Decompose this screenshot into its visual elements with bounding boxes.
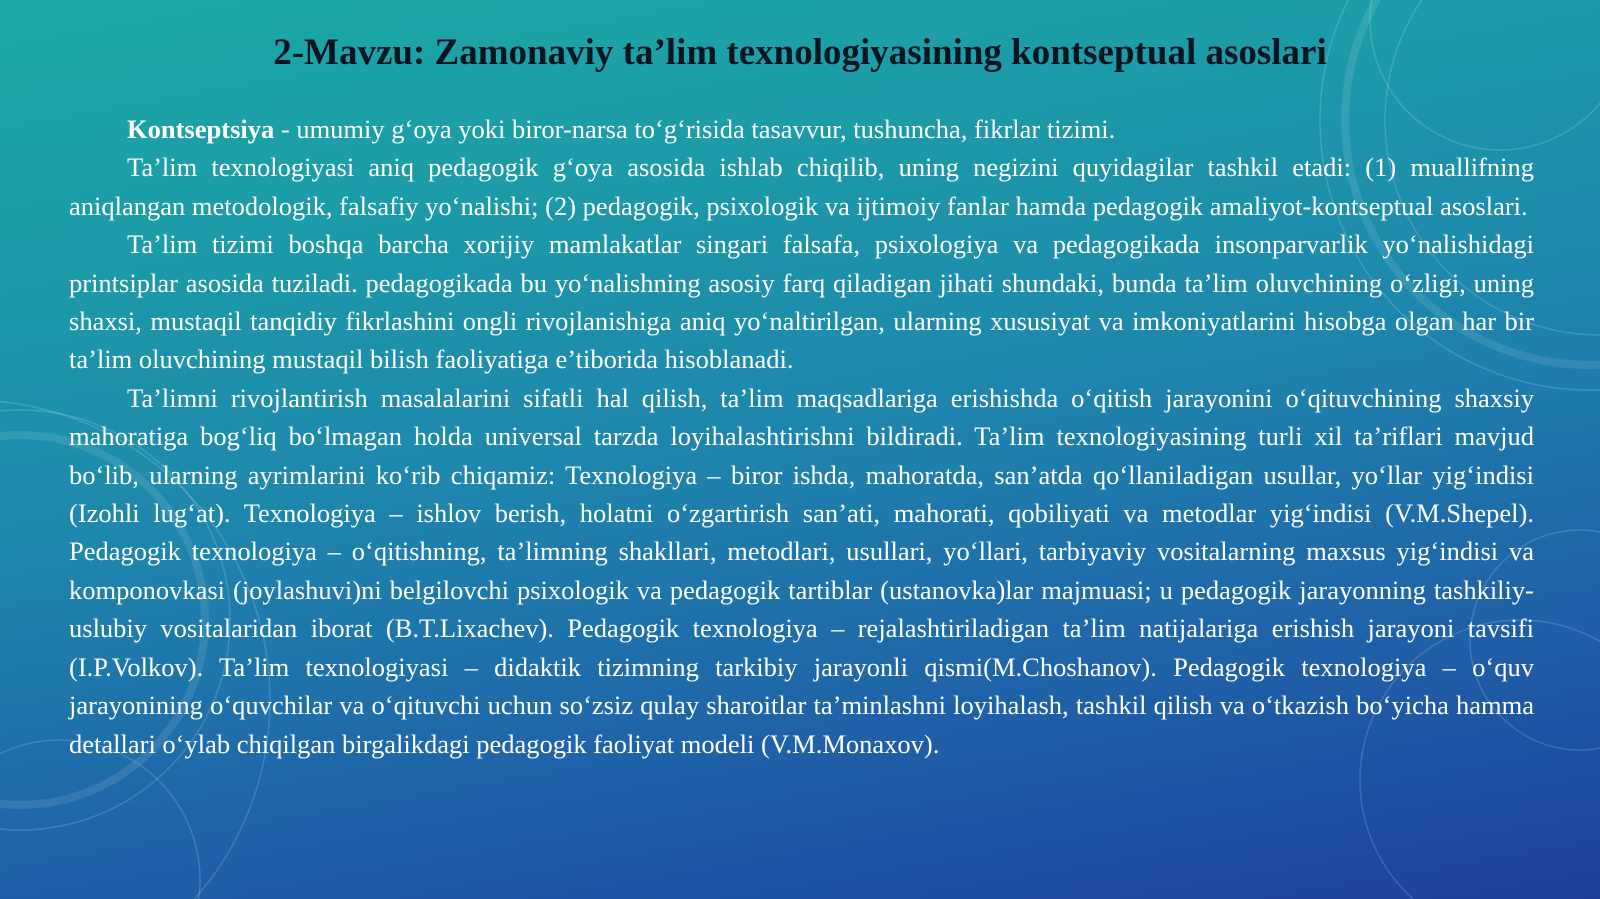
paragraph-talim-texnologiyasi-tariflari: Ta’limni rivojlantirish masalalarini sifatli hal qilish, ta’lim maqsadlariga erishishda o‘qitish jarayonini o‘qituvchining shaxsiy mahoratiga bog‘liq bo‘lmagan holda universal tarzda loyihalashtirishni bildiradi. Ta’lim texnologiyasining turli xil ta’riflari mavjud bo‘lib, ularning ayrimlarini ko‘rib chiqamiz: Texnologiya – biror ishda, mahoratda, san’atda qo‘llaniladigan usullar, yo‘llar yig‘indisi (Izohli lug‘at). Texnologiya – ishlov berish, holatni o‘zgartirish san’ati, mahorati, qobiliyati va metodlar yig‘indisi (V.M.Shepel). Pedagogik texnologiya – o‘qitishning, ta’limning shakllari, metodlari, usullari, yo‘llari, tarbiyaviy vositalarning maxsus yig‘indisi va komponovkasi (joylashuvi)ni belgilovchi psixologik va pedagogik tartiblar (ustanovka)lar majmuasi; u pedagogik jarayonning tashkiliy-uslubiy vositalaridan iborat (B.T.Lixachev). Pedagogik texnologiya – rejalashtiriladigan ta’lim natijalariga erishish jarayoni tavsifi (I.P.Volkov). Ta’lim texnologiyasi – didaktik tizimning tarkibiy jarayonli qismi(M.Choshanov). Pedagogik texnologiya – o‘quv jarayonining o‘quvchilar va o‘qituvchi uchun so‘zsiz qulay sharoitlar ta’minlashni loyihalash, tashkil qilish va o‘tkazish bo‘yicha hamma detallari o‘ylab chiqilgan birgalikdagi pedagogik faoliyat modeli (V.M.Monaxov). — [69, 382, 1534, 759]
paragraph-talim-tizimi: Ta’lim tizimi boshqa barcha xorijiy mamlakatlar singari falsafa, psixologiya va pedagogikada insonparvarlik yo‘nalishidagi printsiplar asosida tuziladi. pedagogikada bu yo‘nalishning asosiy farq qiladigan jihati shundaki, bunda ta’lim oluvchining o‘zligi, uning shaxsi, mustaqil tanqidiy fikrlashini ongli rivojlanishiga aniq yo‘naltirilgan, ularning xususiyat va imkoniyatlarini hisobga olgan har bir ta’lim oluvchining mustaqil bilish faoliyatiga e’tiborida hisoblanadi. — [69, 229, 1534, 375]
slide-body — [69, 110, 1534, 763]
paragraph-texnologiya-asoslari: Ta’lim texnologiyasi aniq pedagogik g‘oya asosida ishlab chiqilib, uning negizini quyidagilar tashkil etadi: (1) muallifning aniqlangan metodologik, falsafiy yo‘nalishi; (2) pedagogik, psixologik va ijtimoiy fanlar hamda pedagogik amaliyot-kontseptual asoslari. — [69, 152, 1534, 221]
definition-text: - umumiy g‘oya yoki biror-narsa to‘g‘risida tasavvur, tushuncha, fikrlar tizimi. — [274, 114, 1116, 144]
slide-title: 2-Mavzu: Zamonaviy ta’lim texnologiyasining kontseptual asoslari — [273, 32, 1327, 73]
definition-term: Kontseptsiya — [127, 114, 275, 144]
definition-paragraph — [69, 110, 1534, 148]
